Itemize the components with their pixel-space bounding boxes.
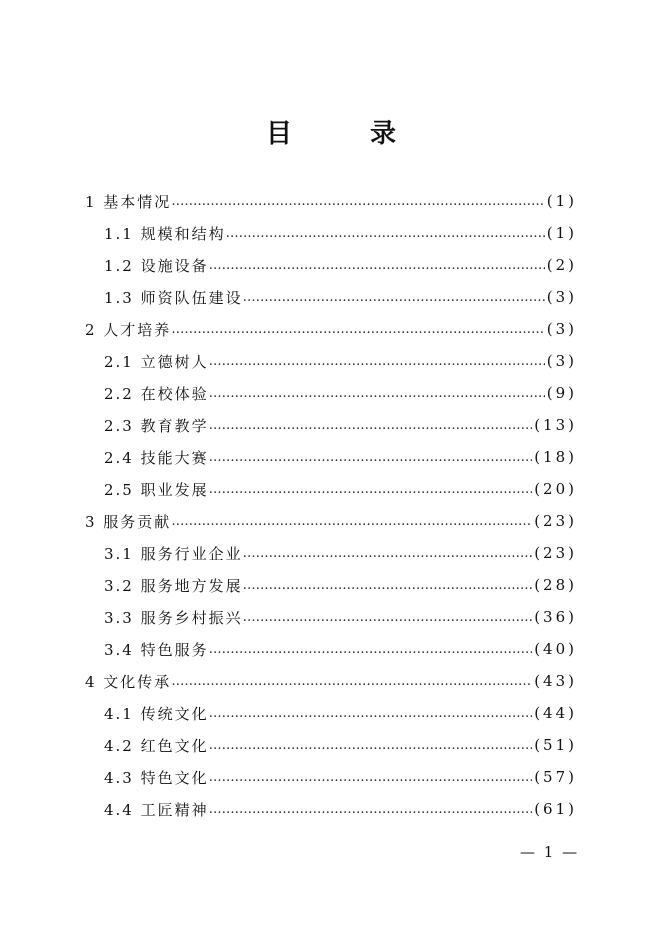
toc-entry-page: (44) <box>534 704 577 722</box>
page-title: 目 录 <box>265 119 422 149</box>
toc-entry-page: (1) <box>546 192 577 210</box>
toc-dot-leader <box>171 514 532 529</box>
toc-entry[interactable] <box>85 761 577 793</box>
toc-entry-page: (51) <box>534 736 577 754</box>
table-of-contents <box>85 185 577 825</box>
toc-entry-page: (36) <box>534 608 577 626</box>
toc-entry-label: 1 基本情况 <box>85 192 172 211</box>
toc-entry[interactable] <box>85 281 577 313</box>
toc-entry-label: 1.1 规模和结构 <box>104 224 226 243</box>
toc-entry-label: 4 文化传承 <box>85 672 172 691</box>
toc-entry-page: (40) <box>534 640 577 658</box>
toc-entry[interactable] <box>85 633 577 665</box>
toc-entry-page: (43) <box>534 672 577 690</box>
toc-entry[interactable] <box>85 537 577 569</box>
page-number: — 1 — <box>520 843 580 861</box>
toc-entry[interactable] <box>85 697 577 729</box>
toc-entry-label: 2.5 职业发展 <box>104 480 209 499</box>
toc-dot-leader <box>209 482 533 497</box>
toc-entry-label: 2 人才培养 <box>85 320 172 339</box>
toc-dot-leader <box>243 610 533 625</box>
toc-entry-page: (23) <box>534 544 577 562</box>
toc-entry-page: (28) <box>534 576 577 594</box>
toc-entry-label: 1.2 设施设备 <box>104 256 209 275</box>
toc-dot-leader <box>209 770 533 785</box>
toc-dot-leader <box>209 450 533 465</box>
toc-entry[interactable] <box>85 665 577 697</box>
toc-entry-label: 3.1 服务行业企业 <box>104 544 243 563</box>
toc-entry-page: (61) <box>534 800 577 818</box>
toc-dot-leader <box>226 226 545 241</box>
toc-entry-label: 3.3 服务乡村振兴 <box>104 608 243 627</box>
toc-entry-label: 3.4 特色服务 <box>104 640 209 659</box>
toc-entry[interactable] <box>85 377 577 409</box>
toc-dot-leader <box>209 738 533 753</box>
toc-entry-page: (9) <box>546 384 577 402</box>
toc-entry-label: 3 服务贡献 <box>85 512 172 531</box>
toc-dot-leader <box>209 706 533 721</box>
toc-entry-page: (20) <box>534 480 577 498</box>
toc-entry-page: (3) <box>546 288 577 306</box>
toc-dot-leader <box>171 194 544 209</box>
toc-entry[interactable] <box>85 505 577 537</box>
toc-dot-leader <box>243 578 533 593</box>
toc-entry-label: 4.4 工匠精神 <box>104 800 209 819</box>
toc-entry-page: (57) <box>534 768 577 786</box>
toc-dot-leader <box>171 674 532 689</box>
toc-dot-leader <box>209 354 545 369</box>
toc-entry-page: (3) <box>546 352 577 370</box>
toc-entry-label: 4.1 传统文化 <box>104 704 209 723</box>
toc-dot-leader <box>209 418 533 433</box>
toc-entry-page: (18) <box>534 448 577 466</box>
toc-entry[interactable] <box>85 441 577 473</box>
toc-entry[interactable] <box>85 569 577 601</box>
toc-entry[interactable] <box>85 729 577 761</box>
toc-entry-label: 2.3 教育教学 <box>104 416 209 435</box>
toc-dot-leader <box>209 802 533 817</box>
toc-entry-label: 4.3 特色文化 <box>104 768 209 787</box>
toc-dot-leader <box>243 290 545 305</box>
toc-entry-page: (2) <box>546 256 577 274</box>
toc-entry-page: (13) <box>534 416 577 434</box>
toc-entry-label: 2.4 技能大赛 <box>104 448 209 467</box>
toc-entry-page: (1) <box>546 224 577 242</box>
toc-entry-label: 2.1 立德树人 <box>104 352 209 371</box>
toc-entry[interactable] <box>85 313 577 345</box>
toc-entry-label: 4.2 红色文化 <box>104 736 209 755</box>
toc-entry-page: (3) <box>546 320 577 338</box>
toc-entry-label: 3.2 服务地方发展 <box>104 576 243 595</box>
toc-entry[interactable] <box>85 409 577 441</box>
toc-entry-label: 1.3 师资队伍建设 <box>104 288 243 307</box>
toc-dot-leader <box>209 258 545 273</box>
toc-entry[interactable] <box>85 249 577 281</box>
toc-entry[interactable] <box>85 793 577 825</box>
toc-entry[interactable] <box>85 217 577 249</box>
toc-entry[interactable] <box>85 185 577 217</box>
toc-dot-leader <box>209 642 533 657</box>
toc-entry[interactable] <box>85 601 577 633</box>
toc-entry[interactable] <box>85 345 577 377</box>
toc-dot-leader <box>243 546 533 561</box>
toc-entry-page: (23) <box>534 512 577 530</box>
toc-entry-label: 2.2 在校体验 <box>104 384 209 403</box>
toc-dot-leader <box>209 386 545 401</box>
toc-entry[interactable] <box>85 473 577 505</box>
toc-dot-leader <box>171 322 544 337</box>
